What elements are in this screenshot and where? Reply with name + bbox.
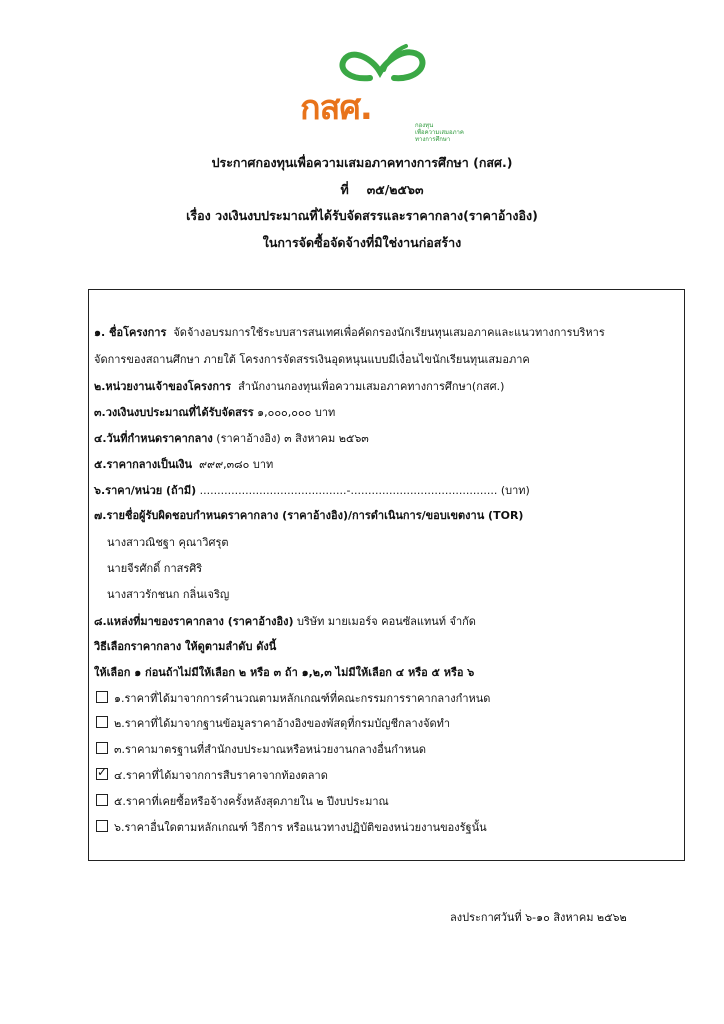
option-6[interactable]: ๖.ราคาอื่นใดตามหลักเกณฑ์ วิธีการ หรือแนวทางปฏิบัติของหน่วยงานของรัฐนั้น — [96, 818, 487, 836]
option-5[interactable]: ๕.ราคาที่เคยซื้อหรือจ้างครั้งหลังสุดภายใน ๒ ปีงบประมาณ — [96, 792, 389, 810]
announcement-subject: เรื่อง วงเงินงบประมาณที่ได้รับจัดสรรและราคากลาง(ราคาอ้างอิง) — [186, 208, 538, 223]
person-2: นายจีรศักดิ์ กาสรศิริ — [107, 562, 203, 575]
checkbox-3[interactable] — [96, 742, 108, 754]
checkbox-1[interactable] — [96, 691, 108, 703]
field-unit-price: ๖.ราคา/หน่วย (ถ้ามี) ..........................................-.......................................... (บาท) — [94, 484, 530, 497]
option-4[interactable]: ✓๔.ราคาที่ได้มาจากการสืบราคาจากท้องตลาด — [96, 766, 328, 784]
checkbox-4-checked[interactable] — [96, 768, 108, 780]
field-project-name-cont: จัดการของสถานศึกษา ภายใต้ โครงการจัดสรรเงินอุดหนุนแบบมีเงื่อนไขนักเรียนทุนเสมอภาค — [94, 353, 530, 366]
field-price-date: ๔.วันที่กำหนดราคากลาง (ราคาอ้างอิง) ๓ สิงหาคม ๒๕๖๓ — [94, 432, 369, 445]
person-3: นางสาวรักชนก กลิ่นเจริญ — [107, 588, 230, 601]
field-project-name: ๑. ชื่อโครงการ จัดจ้างอบรมการใช้ระบบสารสนเทศเพื่อคัดกรองนักเรียนทุนเสมอภาคและแนวทางการบริหาร — [94, 326, 605, 339]
logo-text: กสศ. — [300, 88, 372, 128]
announcement-subject-2: ในการจัดซื้อจัดจ้างที่มิใช่งานก่อสร้าง — [262, 235, 462, 250]
checkbox-6[interactable] — [96, 820, 108, 832]
announcement-date: ลงประกาศวันที่ ๖-๑๐ สิงหาคม ๒๕๖๒ — [450, 911, 627, 924]
field-median-price: ๕.ราคากลางเป็นเงิน ๙๙๙,๓๘๐ บาท — [94, 458, 274, 471]
method-title: วิธีเลือกราคากลาง ให้ดูตามลำดับ ดังนี้ — [94, 640, 277, 653]
field-responsible-persons: ๗.รายชื่อผู้รับผิดชอบกำหนดราคากลาง (ราคาอ้างอิง)/การดำเนินการ/ขอบเขตงาน (TOR) — [94, 509, 524, 522]
method-rule: ให้เลือก ๑ ก่อนถ้าไม่มีให้เลือก ๒ หรือ ๓ ถ้า ๑,๒,๓ ไม่มีให้เลือก ๔ หรือ ๕ หรือ ๖ — [94, 666, 475, 679]
gsf-logo — [290, 40, 490, 143]
field-owner-agency: ๒.หน่วยงานเจ้าของโครงการ สำนักงานกองทุนเพื่อความเสมอภาคทางการศึกษา(กสศ.) — [94, 380, 505, 393]
option-2[interactable]: ๒.ราคาที่ได้มาจากฐานข้อมูลราคาอ้างอิงของพัสดุที่กรมบัญชีกลางจัดทำ — [96, 714, 450, 732]
option-1[interactable]: ๑.ราคาที่ได้มาจากการคำนวณตามหลักเกณฑ์ที่คณะกรรมการราคากลางกำหนด — [96, 689, 490, 707]
checkbox-5[interactable] — [96, 794, 108, 806]
person-1: นางสาวณิชฐา คุณาวิศรุต — [107, 536, 229, 549]
checkbox-2[interactable] — [96, 716, 108, 728]
field-price-source: ๘.แหล่งที่มาของราคากลาง (ราคาอ้างอิง) บริษัท มายเมอร์จ คอนซัลแทนท์ จำกัด — [94, 615, 476, 628]
option-3[interactable]: ๓.ราคามาตรฐานที่สำนักงบประมาณหรือหน่วยงานกลางอื่นกำหนด — [96, 740, 426, 758]
announcement-number: ที่ ๓๕/๒๕๖๓ — [340, 182, 424, 197]
announcement-title: ประกาศกองทุนเพื่อความเสมอภาคทางการศึกษา (กสศ.) — [211, 155, 513, 170]
logo-subtitle: กองทุน เพื่อความเสมอภาค ทางการศึกษา — [415, 122, 464, 143]
field-budget: ๓.วงเงินงบประมาณที่ได้รับจัดสรร ๑,๐๐๐,๐๐๐ บาท — [94, 406, 336, 419]
